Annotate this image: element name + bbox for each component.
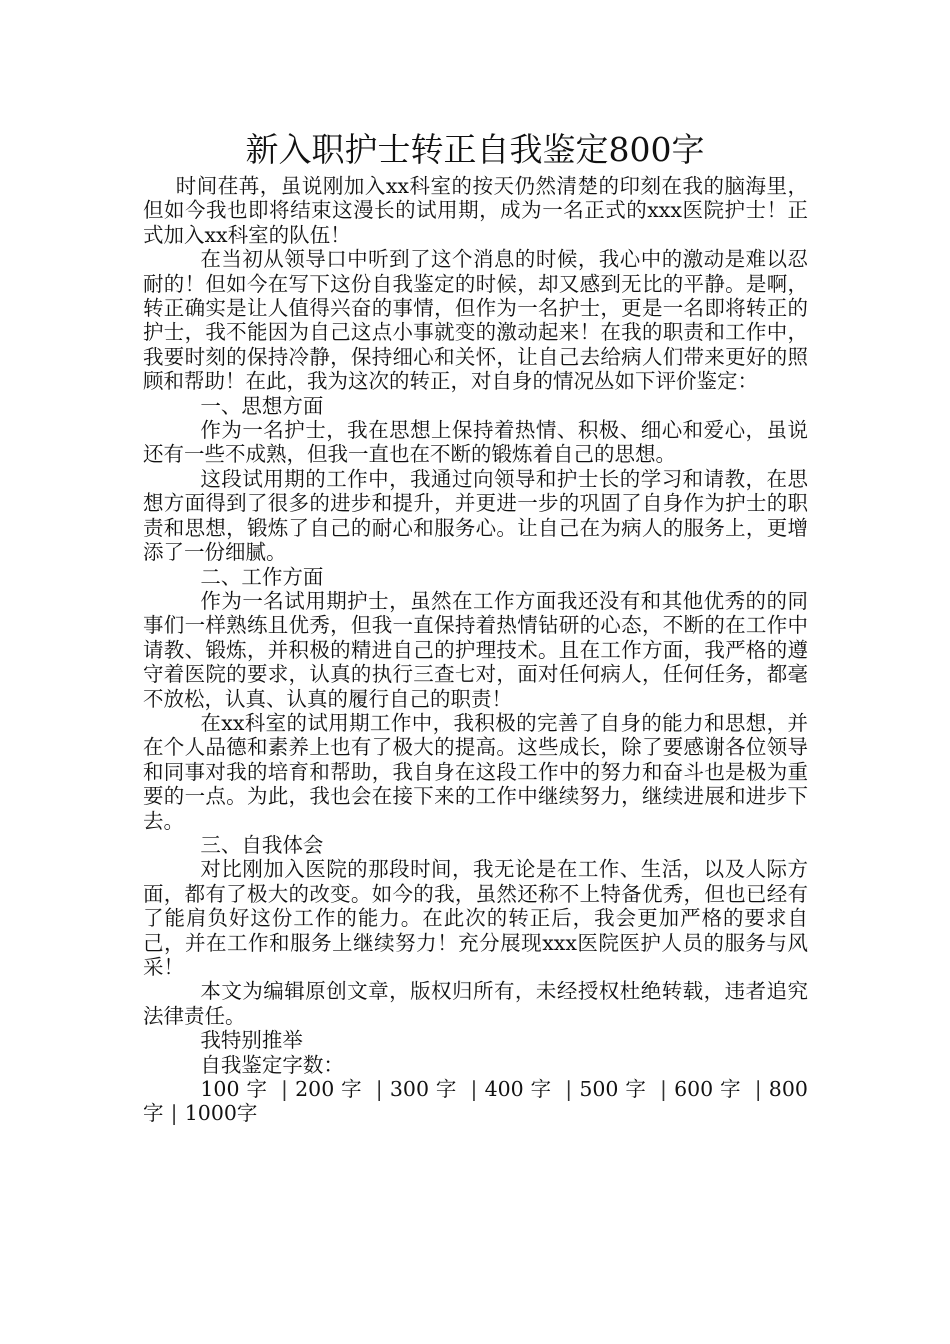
document-body (143, 174, 808, 1126)
link-200[interactable]: 200字 (295, 1077, 369, 1102)
paragraph-thought-2: 这段试用期的工作中，我通过向领导和护士长的学习和请教，在思想方面得到了很多的进步和提升，并更进一步的巩固了自身作为护士的职责和思想，锻炼了自己的耐心和服务心。让自己在为病人的服务上，更增添了一份细腻。 (143, 466, 808, 565)
section-heading-experience: 三、自我体会 (200, 832, 324, 857)
paragraph-copyright: 本文为编辑原创文章，版权归所有，未经授权杜绝转载，违者追究法律责任。 (143, 979, 808, 1028)
link-separator: | (754, 1077, 762, 1102)
paragraph-thought-1: 作为一名护士，我在思想上保持着热情、积极、细心和爱心，虽说还有一些不成熟，但我一直也在不断的锻炼着自己的思想。 (143, 418, 808, 467)
link-600[interactable]: 600字 (674, 1077, 748, 1102)
document-title: 新入职护士转正自我鉴定800字 (245, 130, 705, 169)
link-separator: | (281, 1077, 288, 1102)
section-heading-thought: 一、思想方面 (200, 393, 324, 418)
paragraph-intro: 时间荏苒，虽说刚加入xx科室的按天仍然清楚的印刻在我的脑海里，但如今我也即将结束这漫长的试用期，成为一名正式的xxx医院护士！正式加入xx科室的队伍！ (143, 174, 808, 247)
link-100[interactable]: 100字 (200, 1077, 274, 1102)
link-400[interactable]: 400字 (484, 1077, 559, 1102)
link-separator: | (375, 1077, 383, 1102)
link-1000[interactable]: 1000字 (184, 1101, 258, 1126)
link-separator: | (170, 1101, 178, 1126)
link-separator: | (565, 1077, 573, 1102)
word-count-links (143, 1077, 808, 1126)
section-heading-work: 二、工作方面 (200, 564, 324, 589)
paragraph-work-1: 作为一名试用期护士，虽然在工作方面我还没有和其他优秀的的同事们一样熟练且优秀，但我一直保持着热情钻研的心态，不断的在工作中请教、锻炼，并积极的精进自己的护理技术。且在工作方面，我严格的遵守着医院的要求，认真的执行三查七对，面对任何病人，任何任务，都毫不放松，认真、认真的履行自己的职责！ (143, 588, 808, 711)
link-500[interactable]: 500字 (579, 1077, 653, 1102)
paragraph-recommend: 我特别推举 (200, 1028, 303, 1053)
paragraph-experience: 对比刚加入医院的那段时间，我无论是在工作、生活，以及人际方面，都有了极大的改变。如今的我，虽然还称不上特备优秀，但也已经有了能肩负好这份工作的能力。在此次的转正后，我会更加严格的要求自己，并在工作和服务上继续努力！充分展现xxx医院医护人员的服务与风采！ (143, 857, 808, 979)
paragraph-word-count-label: 自我鉴定字数： (200, 1052, 344, 1077)
paragraph-feelings: 在当初从领导口中听到了这个消息的时候，我心中的激动是难以忍耐的！但如今在写下这份自我鉴定的时候，却又感到无比的平静。是啊，转正确实是让人值得兴奋的事情，但作为一名护士，更是一名即将转正的护士，我不能因为自己这点小事就变的激动起来！在我的职责和工作中，我要时刻的保持冷静，保持细心和关怀，让自己去给病人们带来更好的照顾和帮助！在此，我为这次的转正，对自身的情况丛如下评价鉴定： (143, 247, 808, 394)
paragraph-work-2: 在xx科室的试用期工作中，我积极的完善了自身的能力和思想，并在个人品德和素养上也有了极大的提高。这些成长，除了要感谢各位领导和同事对我的培育和帮助，我自身在这段工作中的努力和奋斗也是极为重要的一点。为此，我也会在接下来的工作中继续努力，继续进展和进步下去。 (143, 710, 808, 833)
link-separator: | (659, 1077, 667, 1102)
link-800[interactable]: 800字 (143, 1077, 808, 1126)
link-separator: | (470, 1077, 478, 1102)
link-300[interactable]: 300字 (389, 1077, 464, 1102)
